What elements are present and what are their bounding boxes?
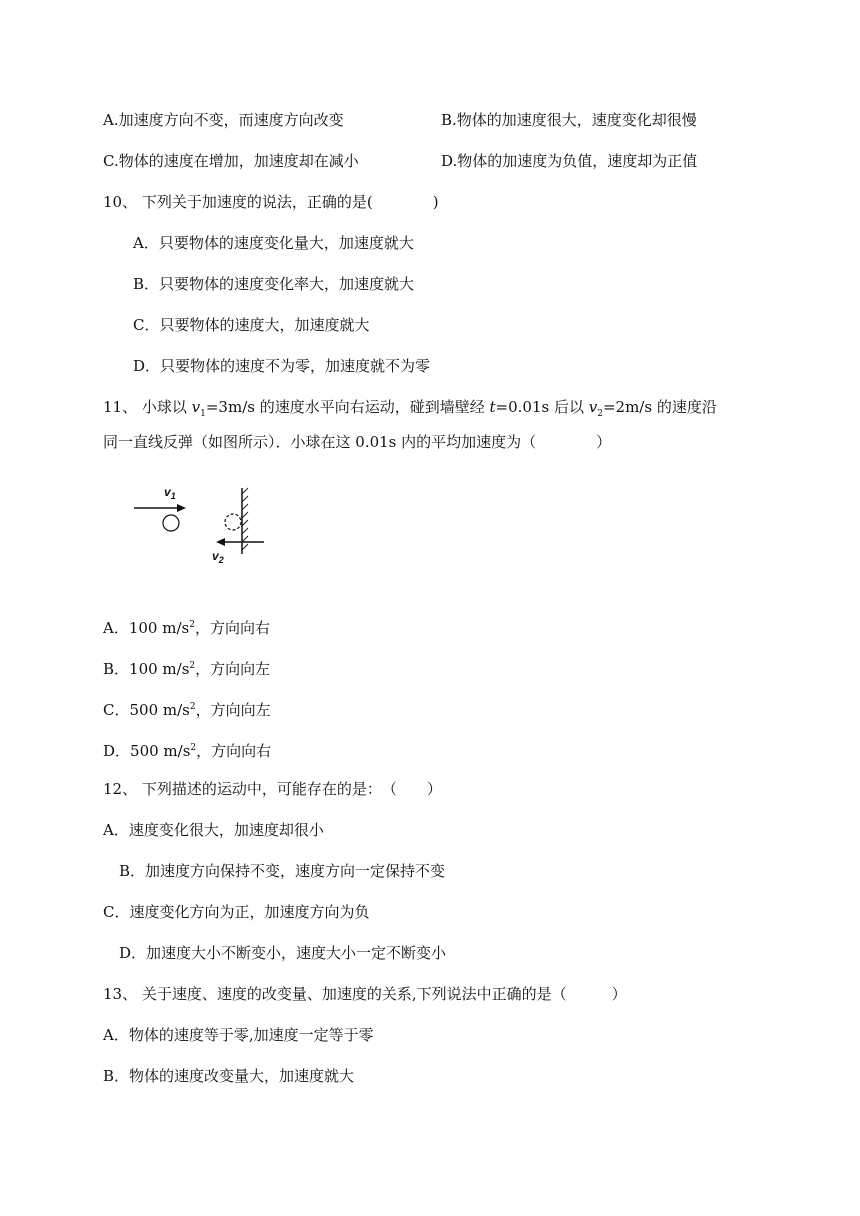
q11-option-a-value: A．100 m/s [103, 619, 190, 637]
q11-option-b [103, 656, 270, 679]
q11-v1-symbol: v [191, 398, 201, 416]
ball-icon [163, 515, 179, 531]
q11-number: 11、 小球以 [103, 398, 187, 416]
q11-option-d-direction: ，方向向右 [196, 742, 272, 760]
q11-option-c [103, 697, 271, 720]
v2-label: $v_2$ [212, 549, 224, 565]
ball-at-wall-icon [225, 514, 241, 530]
q10-stem: 10、 下列关于加速度的说法，正确的是( ) [103, 193, 439, 211]
q11-option-a-exponent: 2 [189, 620, 195, 630]
q10-option-c: C．只要物体的速度大，加速度就大 [133, 316, 370, 334]
q11-v1-subscript: 1 [200, 409, 206, 419]
q11-stem-line2: 同一直线反弹（如图所示）．小球在这 0.01s 内的平均加速度为（ ） [103, 433, 612, 451]
q11-option-b-value: B．100 m/s [103, 660, 190, 678]
v2-arrow-head [216, 538, 225, 546]
q11-option-b-exponent: 2 [189, 661, 196, 671]
q11-option-c-exponent: 2 [189, 702, 196, 712]
v1-arrow-head [177, 504, 186, 512]
q13-option-a: A．物体的速度等于零,加速度一定等于零 [103, 1026, 374, 1044]
v2-label-subscript: 2 [218, 555, 224, 565]
wall-hatching [242, 488, 248, 550]
q11-v2-subscript: 2 [597, 409, 603, 419]
q9-option-d: D.物体的加速度为负值，速度却为正值 [441, 152, 698, 170]
q11-v2-value: =2m/s 的速度沿 [602, 398, 717, 416]
q11-stem-line1 [103, 397, 717, 424]
q11-option-a-direction: ，方向向右 [194, 619, 270, 637]
q9-option-a: A.加速度方向不变，而速度方向改变 [103, 111, 344, 129]
q11-option-d-value: D．500 m/s [103, 742, 191, 760]
q12-option-b: B．加速度方向保持不变，速度方向一定保持不变 [119, 862, 446, 880]
q11-figure [130, 478, 270, 568]
q13-stem: 13、 关于速度、速度的改变量、加速度的关系,下列说法中正确的是（ ） [103, 985, 627, 1003]
q11-option-a [103, 615, 270, 638]
q9-option-c: C.物体的速度在增加，加速度却在减小 [103, 152, 359, 170]
v1-label-subscript: 1 [170, 491, 176, 501]
q10-option-a: A．只要物体的速度变化量大，加速度就大 [133, 234, 414, 252]
v1-label: $v_1$ [164, 485, 176, 501]
q12-option-c: C．速度变化方向为正，加速度方向为负 [103, 903, 370, 921]
q11-option-d [103, 738, 271, 761]
q12-option-d: D．加速度大小不断变小，速度大小一定不断变小 [119, 944, 447, 962]
q11-option-c-direction: ，方向向左 [195, 701, 271, 719]
q12-option-a: A．速度变化很大，加速度却很小 [103, 821, 324, 839]
q11-option-b-direction: ，方向向左 [195, 660, 271, 678]
q10-option-d: D．只要物体的速度不为零，加速度就不为零 [133, 357, 431, 375]
q11-t-symbol: t [489, 398, 496, 416]
q9-option-b: B.物体的加速度很大，速度变化却很慢 [441, 111, 697, 129]
q11-option-d-exponent: 2 [190, 743, 197, 753]
q11-t-value: =0.01s 后以 [495, 398, 584, 416]
q10-option-b: B．只要物体的速度变化率大，加速度就大 [133, 275, 415, 293]
q13-option-b: B．物体的速度改变量大，加速度就大 [103, 1067, 355, 1085]
q12-stem: 12、 下列描述的运动中，可能存在的是： （ ） [103, 780, 442, 798]
q11-v1-value: =3m/s 的速度水平向右运动，碰到墙壁经 [205, 398, 485, 416]
q11-v2-symbol: v [588, 398, 598, 416]
q11-option-c-value: C．500 m/s [103, 701, 190, 719]
